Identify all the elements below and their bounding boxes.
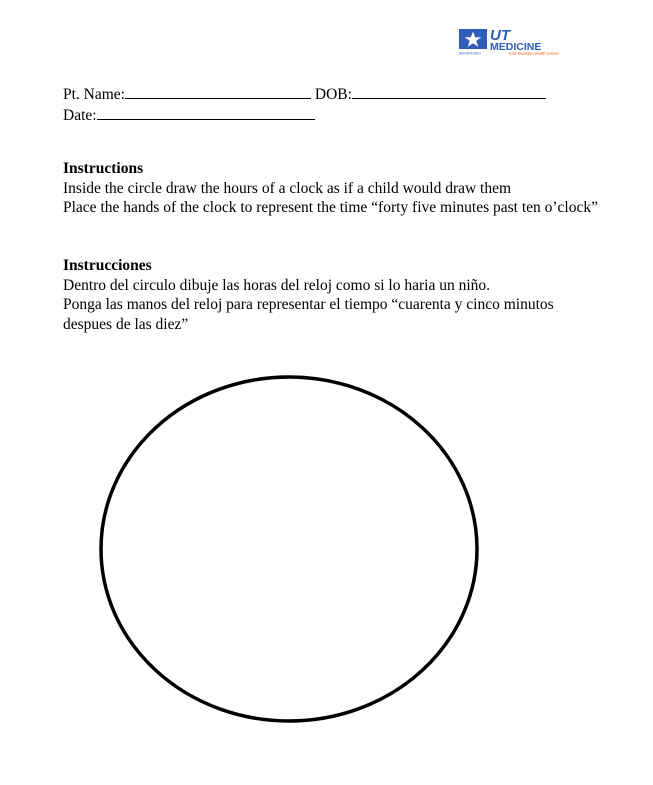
clock-drawing-circle[interactable]	[98, 374, 480, 724]
patient-name-label: Pt. Name:	[63, 86, 125, 103]
name-dob-row	[63, 84, 546, 105]
date-blank[interactable]	[97, 105, 315, 120]
logo-tagline: Kim Sweetie Health Center	[509, 51, 560, 56]
instructions-english	[63, 159, 603, 218]
date-label: Date:	[63, 107, 97, 124]
instrucciones-line2: Ponga las manos del reloj para representar el tiempo “cuarenta y cinco minutos despues de las diez”	[63, 296, 554, 333]
ut-medicine-logo	[459, 26, 575, 56]
date-row	[63, 105, 546, 126]
clock-outline	[101, 377, 477, 721]
dob-label: DOB:	[314, 86, 352, 103]
instructions-line1: Inside the circle draw the hours of a clock as if a child would draw them	[63, 179, 512, 197]
logo-left-caption: SAN ANTONIO	[459, 51, 481, 56]
instructions-spanish	[63, 256, 603, 334]
instructions-line2: Place the hands of the clock to represent the time “forty five minutes past ten o’clock”	[63, 199, 598, 216]
patient-info-fields	[63, 84, 546, 126]
instrucciones-line1: Dentro del circulo dibuje las horas del reloj como si lo haria un niño.	[63, 276, 490, 294]
logo-graphic	[459, 26, 575, 56]
logo-brand-line2: MEDICINE	[490, 41, 542, 53]
dob-blank[interactable]	[352, 84, 546, 99]
instructions-heading: Instructions	[63, 160, 144, 177]
instrucciones-heading: Instrucciones	[63, 257, 152, 274]
patient-name-blank[interactable]	[125, 84, 311, 99]
logo-brand-line1: UT	[490, 27, 510, 44]
